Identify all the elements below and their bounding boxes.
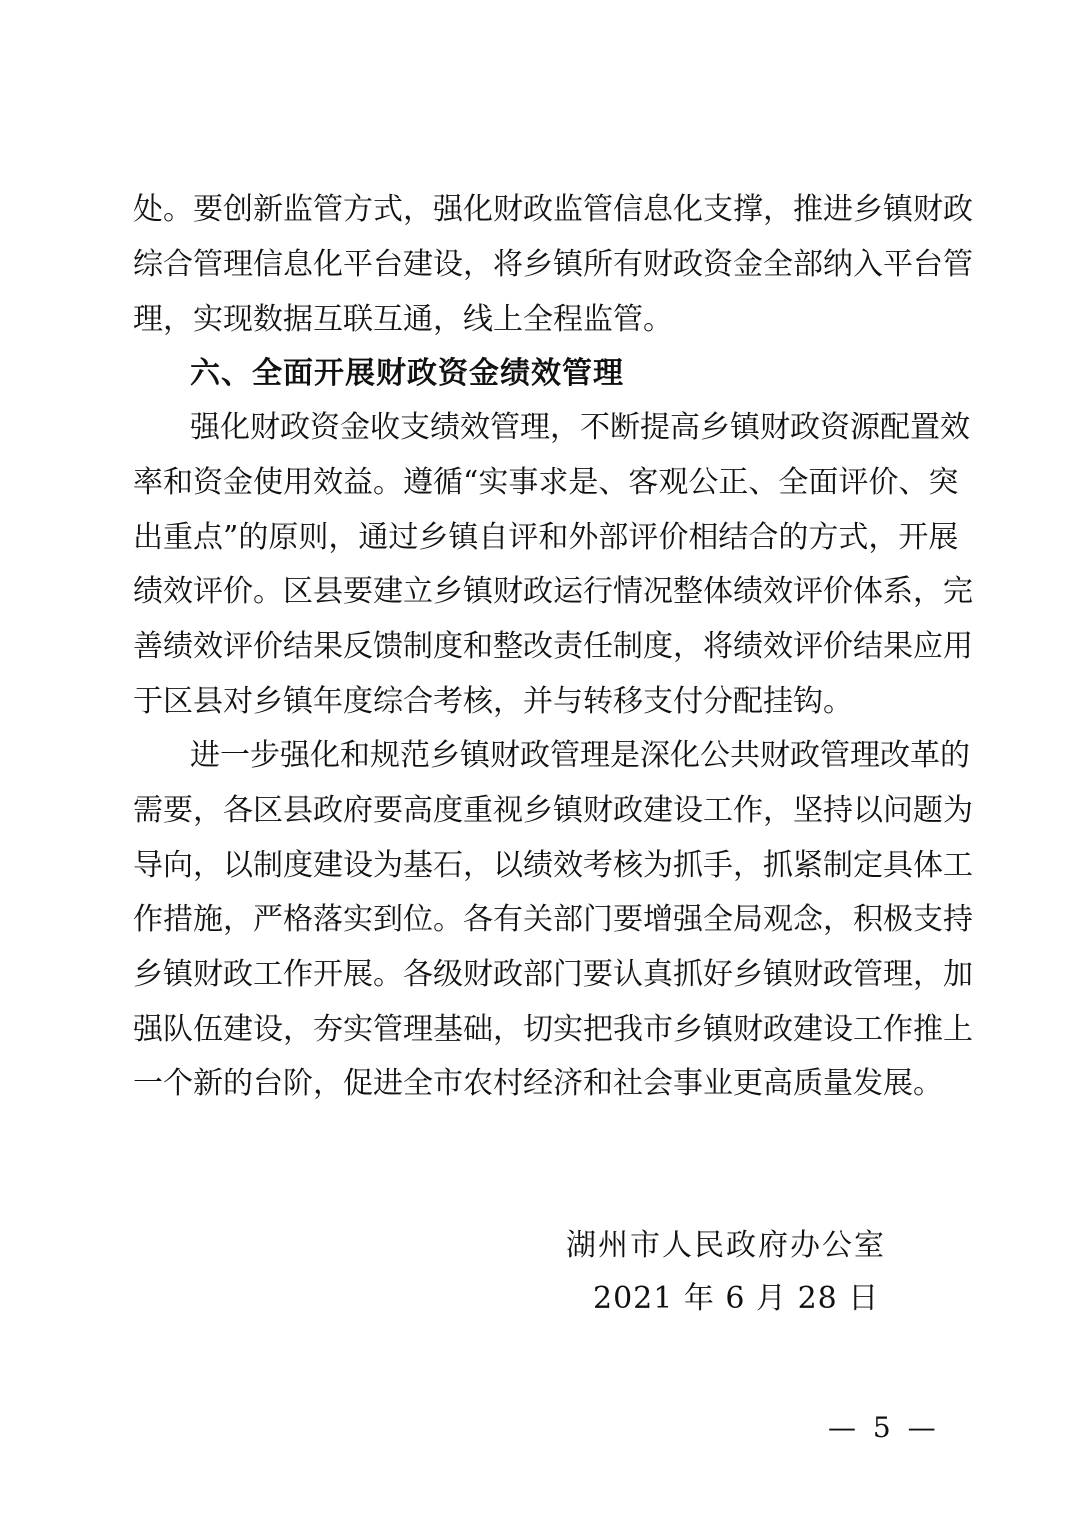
paragraph-line: 绩效评价。区县要建立乡镇财政运行情况整体绩效评价体系，完 (133, 574, 973, 609)
paragraph-line: 强队伍建设，夯实管理基础，切实把我市乡镇财政建设工作推上 (133, 1012, 973, 1047)
signature-org: 湖州市人民政府办公室 (566, 1228, 886, 1263)
paragraph-line: 一个新的台阶，促进全市农村经济和社会事业更高质量发展。 (133, 1066, 943, 1101)
paragraph-line: 综合管理信息化平台建设，将乡镇所有财政资金全部纳入平台管 (133, 247, 973, 282)
paragraph-line: 强化财政资金收支绩效管理，不断提高乡镇财政资源配置效 (190, 410, 970, 445)
paragraph-line: 作措施，严格落实到位。各有关部门要增强全局观念，积极支持 (133, 902, 973, 937)
signature-date: 2021 年 6 月 28 日 (593, 1281, 880, 1316)
paragraph-line: 处。要创新监管方式，强化财政监管信息化支撑，推进乡镇财政 (133, 192, 973, 227)
paragraph-line: 善绩效评价结果反馈制度和整改责任制度，将绩效评价结果应用 (133, 629, 973, 664)
section-heading: 六、全面开展财政资金绩效管理 (190, 356, 624, 391)
paragraph-line: 率和资金使用效益。遵循“实事求是、客观公正、全面评价、突 (133, 465, 959, 500)
paragraph-line: 出重点”的原则，通过乡镇自评和外部评价相结合的方式，开展 (133, 520, 959, 555)
paragraph-line: 需要，各区县政府要高度重视乡镇财政建设工作，坚持以问题为 (133, 793, 973, 828)
paragraph-line: 乡镇财政工作开展。各级财政部门要认真抓好乡镇财政管理，加 (133, 957, 973, 992)
paragraph-line: 进一步强化和规范乡镇财政管理是深化公共财政管理改革的 (190, 738, 970, 773)
paragraph-line: 于区县对乡镇年度综合考核，并与转移支付分配挂钩。 (133, 684, 853, 719)
page-number: — 5 — (828, 1411, 940, 1444)
paragraph-line: 导向，以制度建设为基石，以绩效考核为抓手，抓紧制定具体工 (133, 848, 973, 883)
paragraph-line: 理，实现数据互联互通，线上全程监管。 (133, 302, 673, 337)
